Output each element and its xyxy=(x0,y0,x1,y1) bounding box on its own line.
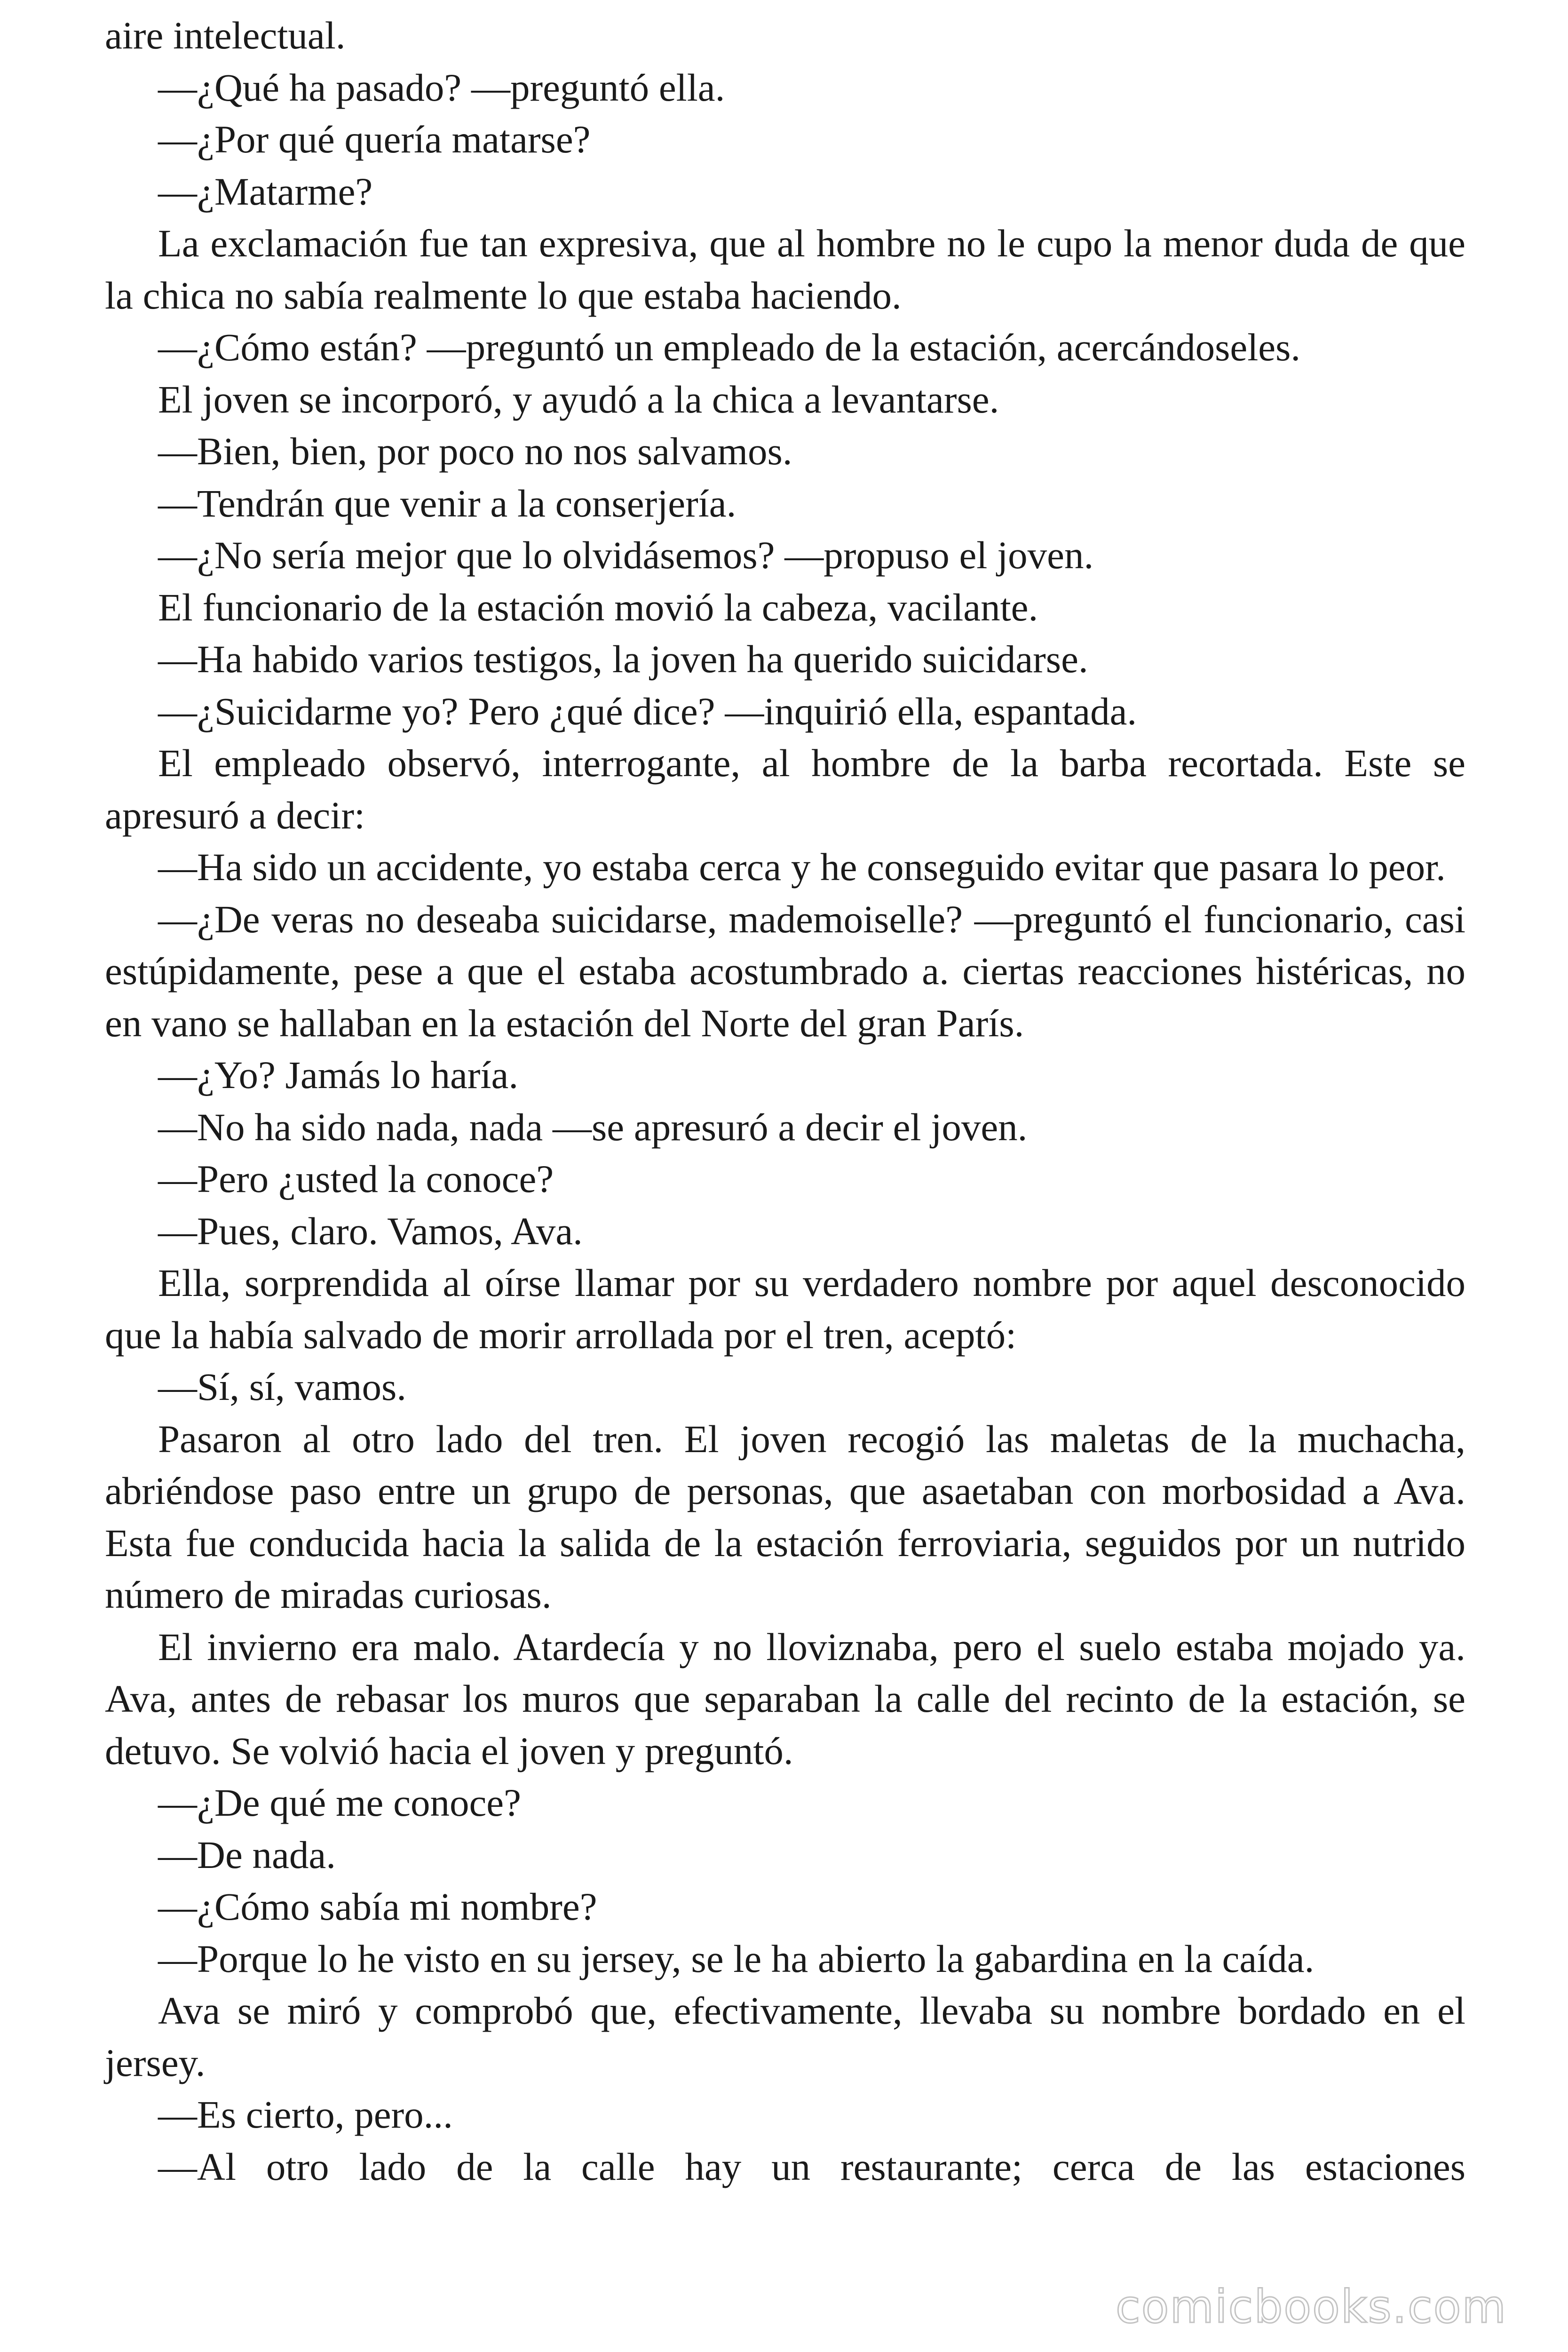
paragraph: —Porque lo he visto en su jersey, se le ha abierto la gabardina en la caída. xyxy=(158,1937,1315,1980)
paragraph: —Ha sido un accidente, yo estaba cerca y he conseguido evitar que pasara lo peor. xyxy=(158,845,1446,889)
paragraph: —¿De qué me conoce? xyxy=(158,1781,521,1824)
paragraph: —¿Qué ha pasado? —preguntó ella. xyxy=(158,65,725,109)
paragraph: —No ha sido nada, nada —se apresuró a decir el joven. xyxy=(158,1105,1028,1149)
paragraph: —¿Cómo están? —preguntó un empleado de la estación, acercándoseles. xyxy=(158,326,1301,369)
watermark: comicbooks.com xyxy=(1115,2280,1507,2333)
paragraph: —¿De veras no deseaba suicidarse, mademoiselle? —preguntó el funcionario, casi estúpidamente, pese a que el estaba acostumbrado a. ciertas reacciones histéricas, no en vano se hallaban en la estación del Norte del gran París. xyxy=(105,897,1465,1045)
paragraph: —Sí, sí, vamos. xyxy=(158,1365,407,1408)
paragraph: El joven se incorporó, y ayudó a la chica a levantarse. xyxy=(158,377,999,421)
paragraph: —Pues, claro. Vamos, Ava. xyxy=(158,1209,583,1253)
paragraph: —Al otro lado de la calle hay un restaurante; cerca de las estaciones xyxy=(158,2145,1465,2188)
paragraph: Pasaron al otro lado del tren. El joven recogió las maletas de la muchacha, abriéndose paso entre un grupo de personas, que asaetaban con morbosidad a Ava. Esta fue conducida hacia la salida de la estación ferroviaria, seguidos por un nutrido número de miradas curiosas. xyxy=(105,1417,1465,1616)
paragraph: El empleado observó, interrogante, al hombre de la barba recortada. Este se apresuró a decir: xyxy=(105,741,1465,837)
paragraph: —¿Suicidarme yo? Pero ¿qué dice? —inquirió ella, espantada. xyxy=(158,689,1137,733)
paragraph: —¿Cómo sabía mi nombre? xyxy=(158,1885,597,1928)
paragraph: El funcionario de la estación movió la cabeza, vacilante. xyxy=(158,585,1038,629)
paragraph: —Bien, bien, por poco no nos salvamos. xyxy=(158,429,792,473)
page-body xyxy=(105,9,1465,2193)
paragraph: La exclamación fue tan expresiva, que al hombre no le cupo la menor duda de que la chica no sabía realmente lo que estaba haciendo. xyxy=(105,222,1465,317)
paragraph: —¿No sería mejor que lo olvidásemos? —propuso el joven. xyxy=(158,533,1094,577)
paragraph: El invierno era malo. Atardecía y no lloviznaba, pero el suelo estaba mojado ya. Ava, antes de rebasar los muros que separaban la calle del recinto de la estación, se detuvo. Se volvió hacia el joven y preguntó. xyxy=(105,1625,1465,1772)
paragraph: —Pero ¿usted la conoce? xyxy=(158,1157,554,1200)
paragraph: Ella, sorprendida al oírse llamar por su verdadero nombre por aquel desconocido que la había salvado de morir arrollada por el tren, aceptó: xyxy=(105,1261,1465,1357)
paragraph: aire intelectual. xyxy=(105,14,346,57)
paragraph: —Es cierto, pero... xyxy=(158,2093,453,2136)
paragraph: —¿Por qué quería matarse? xyxy=(158,118,591,161)
paragraph: Ava se miró y comprobó que, efectivamente, llevaba su nombre bordado en el jersey. xyxy=(105,1989,1465,2084)
paragraph: —Tendrán que venir a la conserjería. xyxy=(158,481,736,525)
paragraph: —Ha habido varios testigos, la joven ha querido suicidarse. xyxy=(158,637,1088,681)
paragraph: —De nada. xyxy=(158,1833,336,1876)
paragraph: —¿Yo? Jamás lo haría. xyxy=(158,1053,519,1097)
paragraph: —¿Matarme? xyxy=(158,169,373,213)
